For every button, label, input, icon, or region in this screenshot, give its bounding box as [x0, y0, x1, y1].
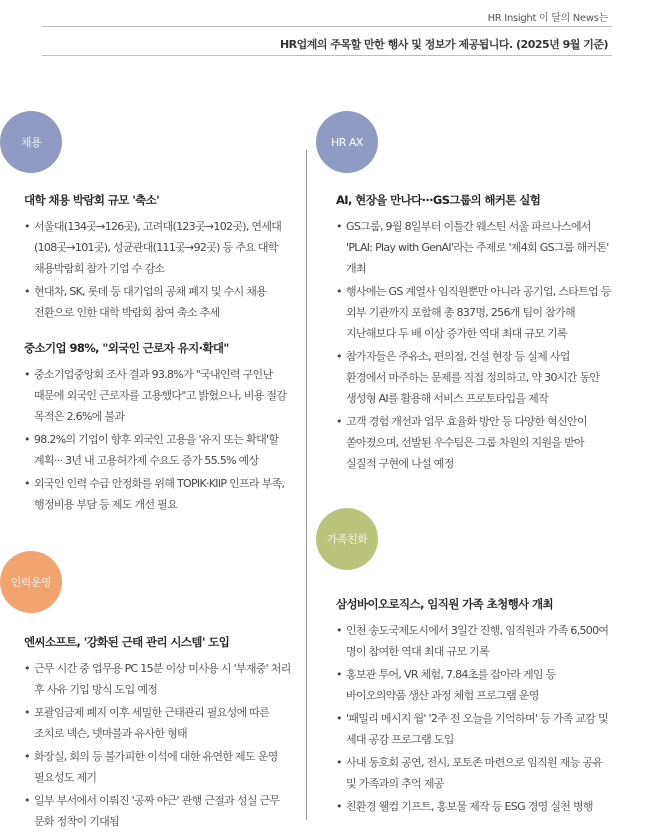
- list-item: • 중소기업중앙회 조사 결과 93.8%가 "국내인력 구인난 때문에 외국인 근로자를 고용했다"고 밝혔으나, 비용 절감 목적은 2.6%에 불과: [24, 364, 296, 427]
- list-item: • 참가자들은 주유소, 편의점, 건설 현장 등 실제 사업 환경에서 마주하는 문제를 직접 정의하고, 약 30시간 동안 생성형 AI를 활용해 서비스 프로토타입을 제작: [336, 346, 612, 409]
- list-item: • 서울대(134곳→126곳), 고려대(123곳→102곳), 연세대(108곳→101곳), 성균관대(111곳→92곳) 등 주요 대학 채용박람회 참가 기업 수 감소: [24, 216, 296, 279]
- bullet-list: [24, 364, 296, 515]
- category-badge-family: 가족친화: [316, 508, 378, 570]
- bullet-list: [24, 216, 296, 323]
- list-item: • 포괄임금제 폐지 이후 세밀한 근태관리 필요성에 따른 조치로 넥슨, 넷마블과 유사한 형태: [24, 702, 296, 744]
- column-divider: [306, 150, 307, 820]
- list-item: • 인천 송도국제도시에서 3일간 진행, 임직원과 가족 6,500여 명이 참여한 역대 최대 규모 기록: [336, 620, 612, 662]
- header-subtitle: HR업계의 주목할 만한 행사 및 정보가 제공됩니다. (2025년 9월 기준): [279, 38, 608, 51]
- list-item: • 98.2%의 기업이 향후 외국인 고용을 '유지 또는 확대'할 계획··· 3년 내 고용허가제 수요도 증가 55.5% 예상: [24, 429, 296, 471]
- list-item: • 일부 부서에서 이뤄진 '공짜 야근' 관행 근절과 성실 근무 문화 정착이 기대됨: [24, 790, 296, 832]
- article-workforce-1: [24, 634, 296, 834]
- list-item: • 행사에는 GS 계열사 임직원뿐만 아니라 공기업, 스타트업 등 외부 기관까지 포함해 총 837명, 256개 팀이 참가해 지난해보다 두 배 이상 증가한 역대 최대 규모 기록: [336, 281, 612, 344]
- list-item: • 홍보관 투어, VR 체험, 7.84초를 잡아라 게임 등 바이오의약품 생산 과정 체험 프로그램 운영: [336, 664, 612, 706]
- list-item: • 사내 동호회 공연, 전시, 포토존 마련으로 임직원 재능 공유 및 가족과의 추억 제공: [336, 752, 612, 794]
- header-divider: [42, 26, 612, 27]
- article-family-1: [336, 596, 612, 819]
- list-item: • 친환경 웰컴 기프트, 홍보물 제작 등 ESG 경영 실천 병행: [336, 796, 612, 817]
- header-label: HR Insight 이 달의 News는: [487, 13, 608, 24]
- list-item: • 고객 경험 개선과 업무 효율화 방안 등 다양한 혁신안이 쏟아졌으며, 선발된 우수팀은 그룹 차원의 지원을 받아 실질적 구현에 나설 예정: [336, 411, 612, 474]
- list-item: • GS그룹, 9월 8일부터 이틀간 웨스틴 서울 파르나스에서 'PLAI: Play with GenAI'라는 주제로 '제4회 GS그룹 해커톤' 개최: [336, 216, 612, 279]
- category-badge-workforce: 인력운영: [0, 551, 62, 613]
- article-title: AI, 현장을 만나다···GS그룹의 해커톤 실험: [336, 193, 541, 207]
- list-item: • '패밀리 메시지 월' '2주 전 오늘을 기억하며' 등 가족 교감 및 세대 공감 프로그램 도입: [336, 708, 612, 750]
- article-hrax-1: [336, 192, 612, 476]
- category-badge-recruit: 채용: [0, 111, 62, 173]
- list-item: • 현대차, SK, 롯데 등 대기업의 공채 폐지 및 수시 채용 전환으로 인한 대학 박람회 참여 축소 추세: [24, 281, 296, 323]
- article-title: 엔씨소프트, '강화된 근태 관리 시스템' 도입: [24, 635, 230, 649]
- list-item: • 화장실, 회의 등 불가피한 이석에 대한 유연한 제도 운영 필요성도 제기: [24, 746, 296, 788]
- article-recruit-1: [24, 192, 296, 325]
- list-item: • 외국인 인력 수급 안정화를 위해 TOPIK·KIIP 인프라 부족, 행정비용 부담 등 제도 개선 필요: [24, 473, 296, 515]
- article-title: 중소기업 98%, "외국인 근로자 유지·확대": [24, 341, 229, 355]
- bullet-list: [24, 658, 296, 832]
- list-item: • 근무 시간 중 업무용 PC 15분 이상 미사용 시 '부재중' 처리 후 사유 기입 방식 도입 예정: [24, 658, 296, 700]
- article-recruit-2: [24, 340, 296, 517]
- bullet-list: [336, 620, 612, 817]
- bullet-list: [336, 216, 612, 474]
- header-divider-bottom: [42, 55, 612, 56]
- article-title: 삼성바이오로직스, 임직원 가족 초청행사 개최: [336, 597, 554, 611]
- article-title: 대학 채용 박람회 규모 '축소': [24, 193, 160, 207]
- category-badge-hrax: HR AX: [316, 111, 378, 173]
